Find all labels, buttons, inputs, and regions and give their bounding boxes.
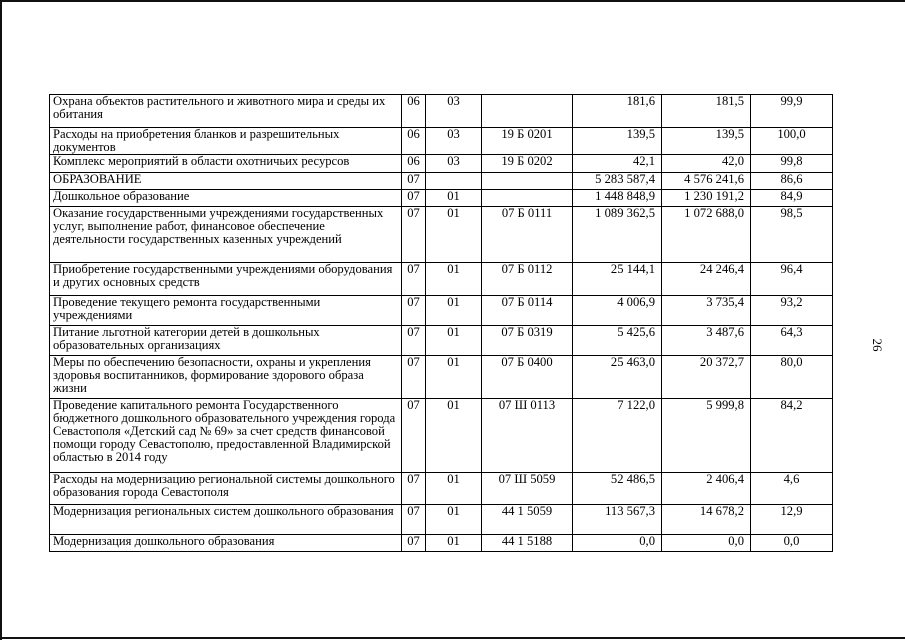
- razdel-cell: 07: [402, 399, 426, 473]
- scan-border-bottom: [0, 637, 905, 639]
- plan-cell: 0,0: [573, 535, 662, 552]
- razdel-cell: 07: [402, 326, 426, 356]
- fact-cell: 1 230 191,2: [662, 190, 751, 207]
- plan-cell: 139,5: [573, 128, 662, 155]
- page-number: 26: [870, 338, 885, 352]
- row-name-cell: Приобретение государственными учреждениями оборудования и других основных средств: [50, 263, 402, 296]
- razdel-cell: 06: [402, 128, 426, 155]
- fact-cell: 181,5: [662, 95, 751, 128]
- razdel-cell: 06: [402, 155, 426, 173]
- csr-cell: 07 Б 0112: [482, 263, 573, 296]
- fact-cell: 24 246,4: [662, 263, 751, 296]
- row-name-cell: Проведение капитального ремонта Государственного бюджетного дошкольного образовательного учреждения города Севастополя «Детский сад № 69» за счет средств финансовой помощи городу Севастополю, предоставленной Владимирской областью в 2014 году: [50, 399, 402, 473]
- plan-cell: 4 006,9: [573, 296, 662, 326]
- csr-cell: 19 Б 0201: [482, 128, 573, 155]
- table-row: [50, 296, 833, 326]
- csr-cell: 07 Ш 5059: [482, 473, 573, 505]
- percent-cell: 4,6: [751, 473, 833, 505]
- plan-cell: 25 144,1: [573, 263, 662, 296]
- plan-cell: 181,6: [573, 95, 662, 128]
- fact-cell: 0,0: [662, 535, 751, 552]
- percent-cell: 100,0: [751, 128, 833, 155]
- percent-cell: 93,2: [751, 296, 833, 326]
- table-row: [50, 356, 833, 399]
- row-name-cell: Комплекс мероприятий в области охотничьих ресурсов: [50, 155, 402, 173]
- podrazdel-cell: 03: [426, 128, 482, 155]
- csr-cell: 07 Б 0114: [482, 296, 573, 326]
- row-name-cell: Расходы на приобретения бланков и разрешительных документов: [50, 128, 402, 155]
- plan-cell: 113 567,3: [573, 505, 662, 535]
- podrazdel-cell: 01: [426, 535, 482, 552]
- percent-cell: 98,5: [751, 207, 833, 263]
- table-row: [50, 399, 833, 473]
- row-name-cell: Расходы на модернизацию региональной системы дошкольного образования города Севастополя: [50, 473, 402, 505]
- percent-cell: 86,6: [751, 173, 833, 190]
- plan-cell: 1 448 848,9: [573, 190, 662, 207]
- csr-cell: 07 Ш 0113: [482, 399, 573, 473]
- plan-cell: 1 089 362,5: [573, 207, 662, 263]
- podrazdel-cell: 01: [426, 399, 482, 473]
- plan-cell: 7 122,0: [573, 399, 662, 473]
- table-row: [50, 173, 833, 190]
- csr-cell: 07 Б 0319: [482, 326, 573, 356]
- table-row: [50, 535, 833, 552]
- fact-cell: 4 576 241,6: [662, 173, 751, 190]
- fact-cell: 1 072 688,0: [662, 207, 751, 263]
- podrazdel-cell: 01: [426, 505, 482, 535]
- csr-cell: [482, 190, 573, 207]
- row-name-cell: Модернизация региональных систем дошкольного образования: [50, 505, 402, 535]
- podrazdel-cell: 03: [426, 155, 482, 173]
- podrazdel-cell: 01: [426, 296, 482, 326]
- razdel-cell: 06: [402, 95, 426, 128]
- row-name-cell: Охрана объектов растительного и животного мира и среды их обитания: [50, 95, 402, 128]
- percent-cell: 12,9: [751, 505, 833, 535]
- fact-cell: 42,0: [662, 155, 751, 173]
- podrazdel-cell: 01: [426, 207, 482, 263]
- csr-cell: 44 1 5188: [482, 535, 573, 552]
- row-name-cell: Питание льготной категории детей в дошкольных образовательных организациях: [50, 326, 402, 356]
- fact-cell: 3 487,6: [662, 326, 751, 356]
- csr-cell: 44 1 5059: [482, 505, 573, 535]
- fact-cell: 139,5: [662, 128, 751, 155]
- razdel-cell: 07: [402, 535, 426, 552]
- razdel-cell: 07: [402, 207, 426, 263]
- percent-cell: 99,9: [751, 95, 833, 128]
- table-row: [50, 326, 833, 356]
- podrazdel-cell: 01: [426, 263, 482, 296]
- razdel-cell: 07: [402, 296, 426, 326]
- percent-cell: 0,0: [751, 535, 833, 552]
- podrazdel-cell: 01: [426, 326, 482, 356]
- table-row: [50, 190, 833, 207]
- percent-cell: 64,3: [751, 326, 833, 356]
- table-body: [50, 95, 833, 552]
- csr-cell: [482, 95, 573, 128]
- plan-cell: 42,1: [573, 155, 662, 173]
- percent-cell: 99,8: [751, 155, 833, 173]
- fact-cell: 20 372,7: [662, 356, 751, 399]
- plan-cell: 5 283 587,4: [573, 173, 662, 190]
- table-row: [50, 473, 833, 505]
- razdel-cell: 07: [402, 356, 426, 399]
- razdel-cell: 07: [402, 505, 426, 535]
- plan-cell: 25 463,0: [573, 356, 662, 399]
- csr-cell: 19 Б 0202: [482, 155, 573, 173]
- scan-border-left: [0, 0, 2, 640]
- scan-border-top: [0, 0, 905, 2]
- row-name-cell: ОБРАЗОВАНИЕ: [50, 173, 402, 190]
- fact-cell: 2 406,4: [662, 473, 751, 505]
- row-name-cell: Проведение текущего ремонта государственными учреждениями: [50, 296, 402, 326]
- row-name-cell: Меры по обеспечению безопасности, охраны и укрепления здоровья воспитанников, формирование здорового образа жизни: [50, 356, 402, 399]
- row-name-cell: Модернизация дошкольного образования: [50, 535, 402, 552]
- podrazdel-cell: 01: [426, 473, 482, 505]
- razdel-cell: 07: [402, 473, 426, 505]
- plan-cell: 5 425,6: [573, 326, 662, 356]
- table-row: [50, 207, 833, 263]
- razdel-cell: 07: [402, 173, 426, 190]
- percent-cell: 80,0: [751, 356, 833, 399]
- row-name-cell: Оказание государственными учреждениями государственных услуг, выполнение работ, финансовое обеспечение деятельности государственных казенных учреждений: [50, 207, 402, 263]
- podrazdel-cell: 01: [426, 190, 482, 207]
- csr-cell: 07 Б 0111: [482, 207, 573, 263]
- plan-cell: 52 486,5: [573, 473, 662, 505]
- table-row: [50, 263, 833, 296]
- percent-cell: 84,9: [751, 190, 833, 207]
- csr-cell: [482, 173, 573, 190]
- fact-cell: 5 999,8: [662, 399, 751, 473]
- csr-cell: 07 Б 0400: [482, 356, 573, 399]
- razdel-cell: 07: [402, 190, 426, 207]
- fact-cell: 14 678,2: [662, 505, 751, 535]
- podrazdel-cell: [426, 173, 482, 190]
- row-name-cell: Дошкольное образование: [50, 190, 402, 207]
- fact-cell: 3 735,4: [662, 296, 751, 326]
- razdel-cell: 07: [402, 263, 426, 296]
- podrazdel-cell: 01: [426, 356, 482, 399]
- podrazdel-cell: 03: [426, 95, 482, 128]
- table-row: [50, 505, 833, 535]
- percent-cell: 84,2: [751, 399, 833, 473]
- table-row: [50, 95, 833, 128]
- budget-table: [49, 94, 833, 552]
- table-row: [50, 128, 833, 155]
- percent-cell: 96,4: [751, 263, 833, 296]
- table-row: [50, 155, 833, 173]
